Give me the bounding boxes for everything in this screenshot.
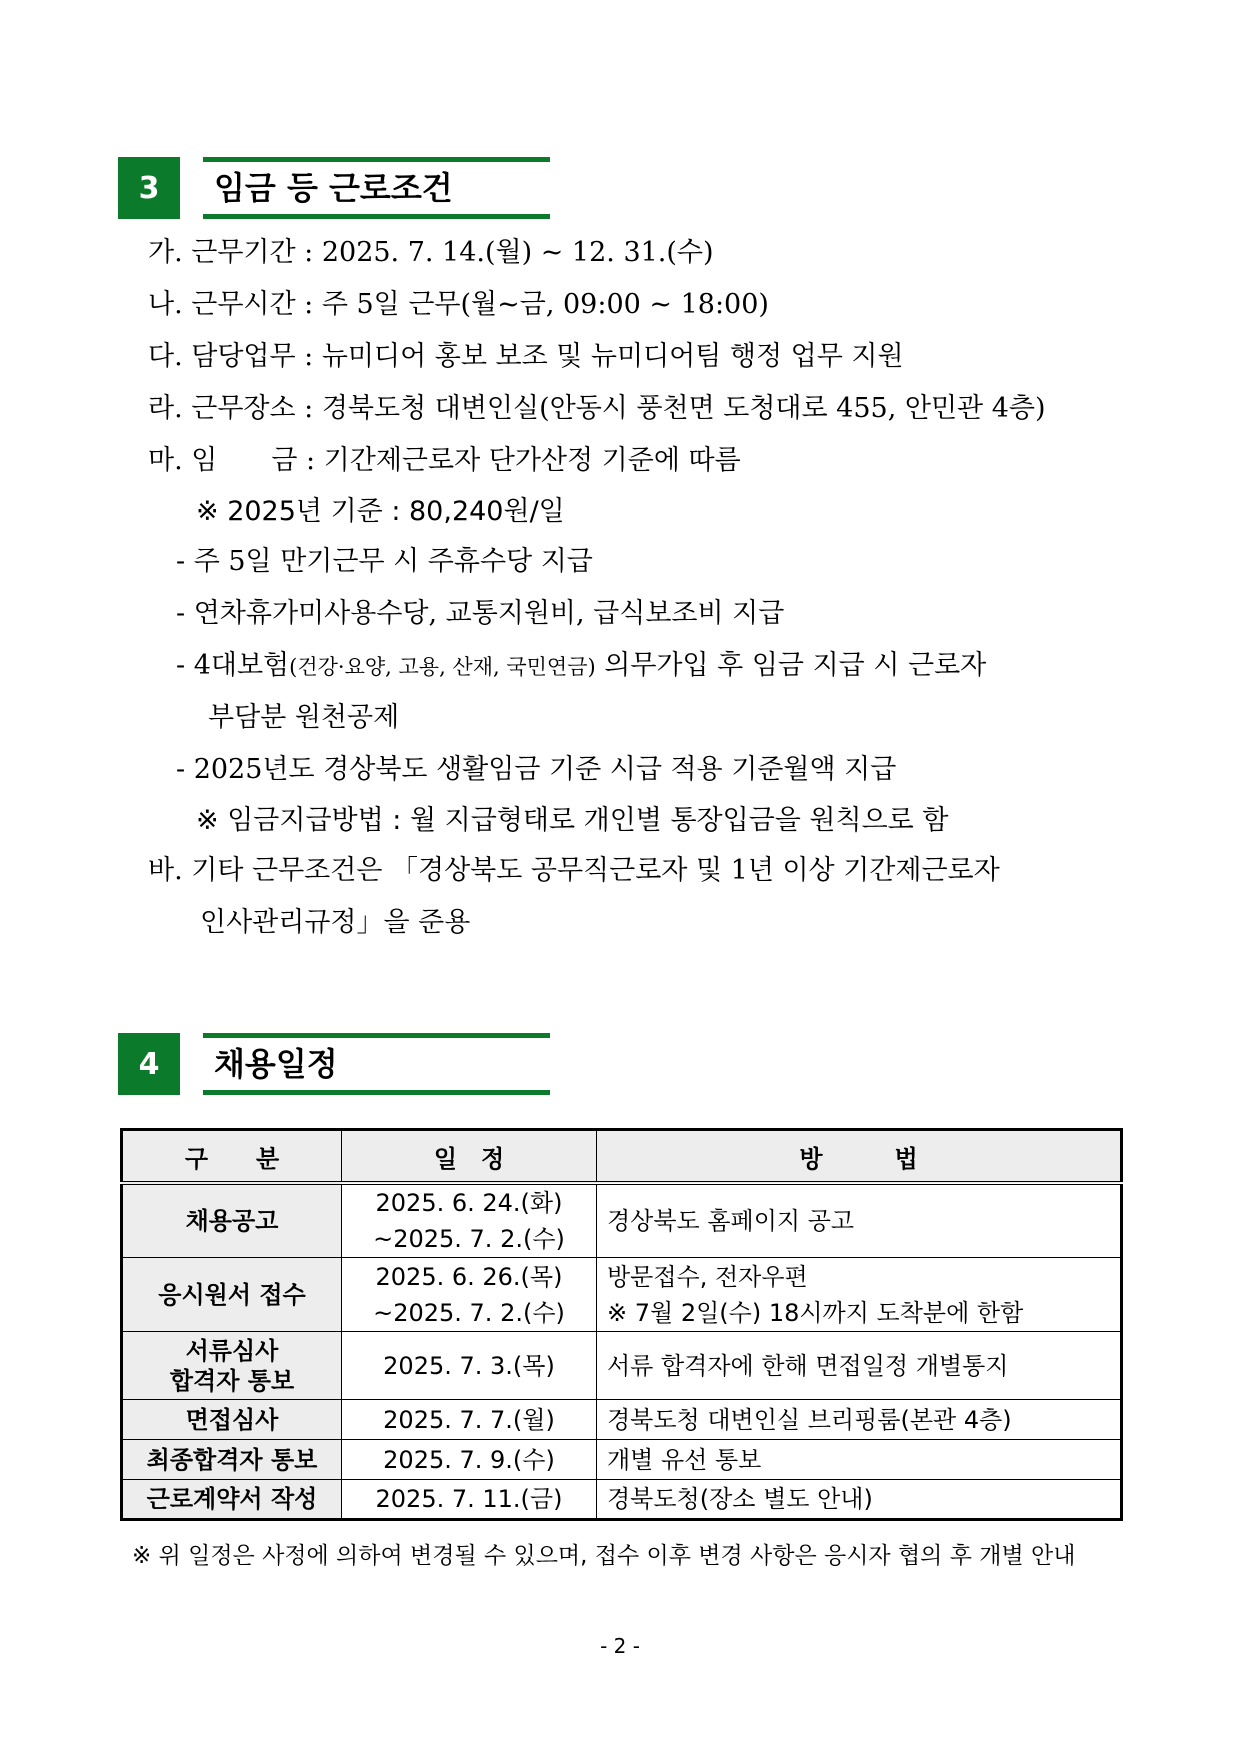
method-text: 방문접수, 전자우편 (607, 1262, 808, 1291)
category-text: 채용공고 (185, 1207, 279, 1235)
method-text: 경북도청 대변인실 브리핑룸(본관 4층) (607, 1405, 1012, 1434)
row-category (122, 1332, 342, 1400)
row-category (122, 1480, 342, 1520)
section-4-number: 4 (118, 1033, 180, 1095)
method-text: ※ 7월 2일(수) 18시까지 도착분에 한함 (607, 1298, 1024, 1327)
schedule-change-note: ※ 위 일정은 사정에 의하여 변경될 수 있으며, 접수 이후 변경 사항은 응시자 협의 후 개별 안내 (132, 1543, 1076, 1569)
section-3-number: 3 (118, 157, 180, 219)
row-method (597, 1258, 1122, 1332)
date-text: 2025. 6. 26.(목) (375, 1262, 563, 1291)
section-3-rule-bottom (203, 214, 550, 219)
table-row (122, 1332, 1122, 1400)
bullet-insurance-detail: (건강·요양, 고용, 산재, 국민연금) (289, 655, 596, 679)
table-row (122, 1400, 1122, 1440)
row-category (122, 1183, 342, 1258)
row-category (122, 1400, 342, 1440)
row-date (342, 1480, 597, 1520)
row-date (342, 1400, 597, 1440)
category-text: 최종합격자 통보 (146, 1445, 318, 1474)
category-text: 서류심사 (185, 1336, 279, 1365)
category-text: 응시원서 접수 (158, 1280, 306, 1309)
section-4-title: 채용일정 (214, 1045, 338, 1083)
work-period-item: 가. 근무기간 : 2025. 7. 14.(월) ~ 12. 31.(수) (148, 237, 714, 268)
row-method (597, 1400, 1122, 1440)
section-3-title: 임금 등 근로조건 (214, 169, 453, 207)
section-4-header (118, 1033, 550, 1095)
date-text: ~2025. 7. 2.(수) (373, 1225, 565, 1253)
date-text: 2025. 6. 24.(화) (375, 1189, 563, 1217)
row-category (122, 1258, 342, 1332)
bullet-insurance-continuation: 부담분 원천공제 (208, 702, 400, 733)
work-hours-item: 나. 근무시간 : 주 5일 근무(월~금, 09:00 ~ 18:00) (148, 289, 769, 320)
row-date (342, 1332, 597, 1400)
section-3-header (118, 157, 550, 219)
row-method (597, 1332, 1122, 1400)
table-row (122, 1183, 1122, 1258)
bullet-living-wage: - 2025년도 경상북도 생활임금 기준 시급 적용 기준월액 지급 (176, 754, 897, 785)
row-date (342, 1183, 597, 1258)
table-row (122, 1480, 1122, 1520)
date-text: ~2025. 7. 2.(수) (373, 1298, 565, 1327)
method-text: 경상북도 홈페이지 공고 (607, 1207, 855, 1235)
other-conditions-item: 바. 기타 근무조건은 「경상북도 공무직근로자 및 1년 이상 기간제근로자 (148, 855, 1000, 886)
bullet-insurance-lead: - 4대보험 (176, 650, 290, 681)
category-text: 근로계약서 작성 (146, 1485, 318, 1513)
header-method: 방 법 (597, 1130, 1122, 1184)
recruitment-schedule-table (120, 1128, 1123, 1521)
wage-note: ※ 2025년 기준 : 80,240원/일 (196, 496, 565, 527)
method-text: 개별 유선 통보 (607, 1445, 762, 1474)
bullet-weekly-allowance: - 주 5일 만기근무 시 주휴수당 지급 (176, 546, 593, 577)
page-number: - 2 - (600, 1634, 640, 1658)
row-method (597, 1440, 1122, 1480)
bullet-insurance (176, 648, 986, 685)
row-date (342, 1258, 597, 1332)
workplace-item: 라. 근무장소 : 경북도청 대변인실(안동시 풍천면 도청대로 455, 안민관 4층) (148, 393, 1046, 424)
section-3-rule-top (203, 157, 550, 162)
category-text: 면접심사 (185, 1405, 279, 1434)
row-category (122, 1440, 342, 1480)
table-header-row (122, 1130, 1122, 1184)
section-4-rule-top (203, 1033, 550, 1038)
date-text: 2025. 7. 3.(목) (383, 1351, 555, 1380)
date-text: 2025. 7. 11.(금) (375, 1485, 563, 1513)
row-method (597, 1480, 1122, 1520)
payment-method-note: ※ 임금지급방법 : 월 지급형태로 개인별 통장입금을 원칙으로 함 (196, 805, 949, 836)
table-row (122, 1440, 1122, 1480)
header-category: 구 분 (122, 1130, 342, 1184)
other-conditions-continuation: 인사관리규정」을 준용 (200, 907, 471, 938)
date-text: 2025. 7. 9.(수) (383, 1445, 555, 1474)
duties-item: 다. 담당업무 : 뉴미디어 홍보 보조 및 뉴미디어팀 행정 업무 지원 (148, 341, 904, 372)
method-text: 경북도청(장소 별도 안내) (607, 1485, 873, 1513)
bullet-allowances: - 연차휴가미사용수당, 교통지원비, 급식보조비 지급 (176, 598, 785, 629)
header-date: 일 정 (342, 1130, 597, 1184)
section-4-rule-bottom (203, 1090, 550, 1095)
date-text: 2025. 7. 7.(월) (383, 1405, 555, 1434)
category-text: 합격자 통보 (169, 1366, 295, 1395)
table-row (122, 1258, 1122, 1332)
row-date (342, 1440, 597, 1480)
method-text: 서류 합격자에 한해 면접일정 개별통지 (607, 1351, 1009, 1380)
bullet-insurance-tail: 의무가입 후 임금 지급 시 근로자 (595, 650, 987, 681)
row-method (597, 1183, 1122, 1258)
wage-item: 마. 임 금 : 기간제근로자 단가산정 기준에 따름 (148, 445, 741, 476)
